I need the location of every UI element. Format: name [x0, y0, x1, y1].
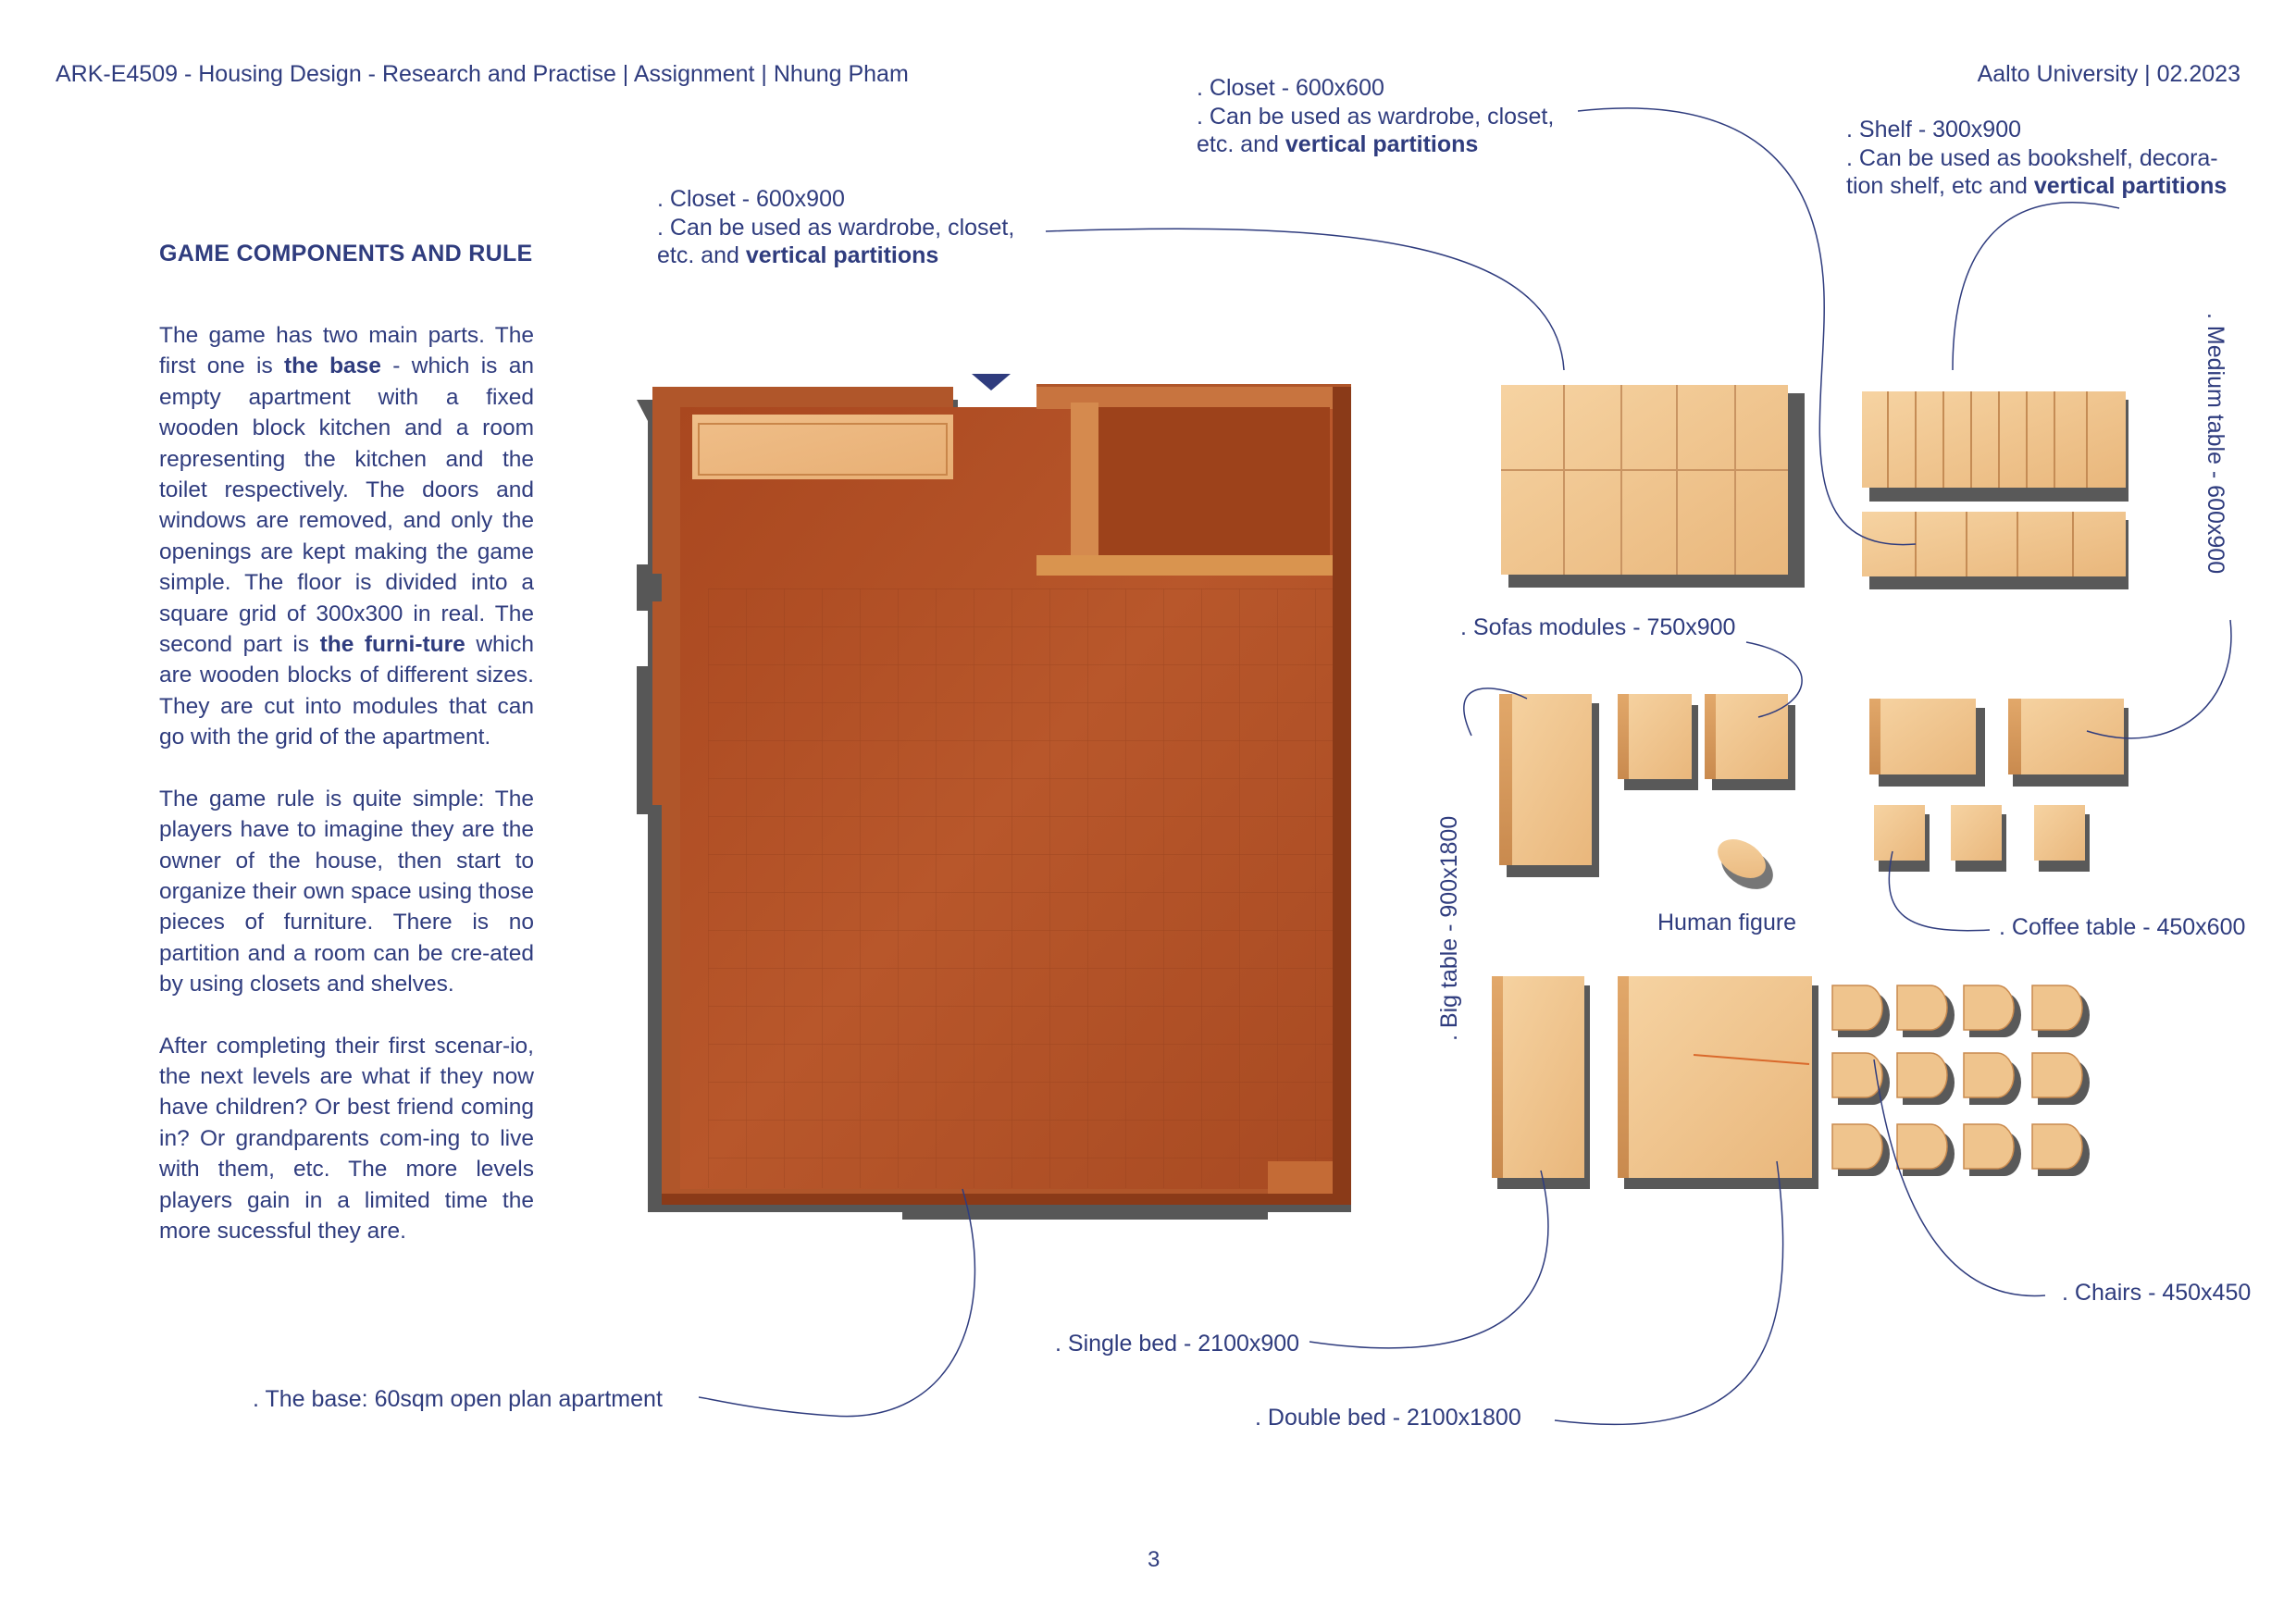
- label-closet-600x900: . Closet - 600x900 . Can be used as wardrobe, closet, etc. and vertical partitions: [657, 186, 1015, 268]
- label-base: . The base: 60sqm open plan apartment: [253, 1386, 663, 1412]
- entrance-triangle-icon: [972, 374, 1011, 390]
- label-coffee-table: . Coffee table - 450x600: [1999, 914, 2246, 940]
- label-big-table: . Big table - 900x1800: [1436, 815, 1462, 1041]
- closet-600x600-model: [1501, 385, 1805, 588]
- single-bed-model: [1492, 976, 1590, 1189]
- chair-block: [1897, 985, 1947, 1030]
- chair-block: [1964, 1053, 2014, 1097]
- section-title: GAME COMPONENTS AND RULE: [159, 241, 533, 266]
- paragraph-1-text: - which is an empty apartment with a fixed wooden block kitchen and a room representing the kitchen and the toilet respectively. The doors and windows are removed, and only the openings are kept making the game simple. The floor is divided into a square grid of 300x300 in real. The second part is: [159, 353, 534, 658]
- paragraph-1-bold: the base: [284, 353, 381, 379]
- chair-block: [1832, 985, 1882, 1030]
- chair-block: [1897, 1124, 1947, 1169]
- human-figure-model: [1711, 831, 1781, 898]
- label-single-bed: . Single bed - 2100x900: [1055, 1331, 1300, 1357]
- chair-block: [2032, 1124, 2082, 1169]
- chair-block: [1964, 1124, 2014, 1169]
- paragraph-1-text: The game has two main parts. The first one is: [159, 323, 534, 379]
- shelf-300x900-model: [1862, 391, 2128, 589]
- chairs-model: [1832, 985, 2090, 1176]
- chair-block: [1964, 985, 2014, 1030]
- paragraph-3: After completing their first scenar-io, the next levels are what if they now have children? Or best friend coming in? Or grandparents com-ing to live with them, etc. The more levels players gain in a limited time the more sucessful they are.: [159, 1033, 534, 1244]
- label-shelf-300x900: . Shelf - 300x900 . Can be used as bookshelf, decora- tion shelf, etc and vertical partitions: [1846, 117, 2228, 199]
- label-medium-table: . Medium table - 600x900: [2203, 313, 2228, 575]
- coffee-table-model: [1869, 699, 2128, 872]
- chair-block: [1832, 1053, 1882, 1097]
- paragraph-1-text: which are wooden blocks of different sizes. They are cut into modules that can go with the grid of the apartment.: [159, 632, 534, 750]
- chair-block: [1832, 1124, 1882, 1169]
- label-human-figure: Human figure: [1657, 910, 1797, 935]
- page-number: 3: [1148, 1547, 1160, 1572]
- label-sofas: . Sofas modules - 750x900: [1460, 614, 1736, 640]
- chair-block: [2032, 985, 2082, 1030]
- paragraph-2: The game rule is quite simple: The players have to imagine they are the owner of the house, then start to organize their own space using those pieces of furniture. There is no partition and a room can be cre-ated by using closets and shelves.: [159, 786, 534, 997]
- paragraph-1-bold: the furni-ture: [319, 632, 465, 658]
- base-model: [637, 384, 1351, 1220]
- label-double-bed: . Double bed - 2100x1800: [1255, 1405, 1521, 1431]
- header-right: Aalto University | 02.2023: [1977, 61, 2240, 87]
- label-chairs: . Chairs - 450x450: [2062, 1280, 2252, 1306]
- label-closet-600x600: . Closet - 600x600 . Can be used as wardrobe, closet, etc. and vertical partitions: [1197, 75, 1555, 157]
- chair-block: [1897, 1053, 1947, 1097]
- chair-block: [2032, 1053, 2082, 1097]
- header-left: ARK-E4509 - Housing Design - Research and Practise | Assignment | Nhung Pham: [56, 61, 909, 87]
- double-bed-model: [1618, 976, 1818, 1189]
